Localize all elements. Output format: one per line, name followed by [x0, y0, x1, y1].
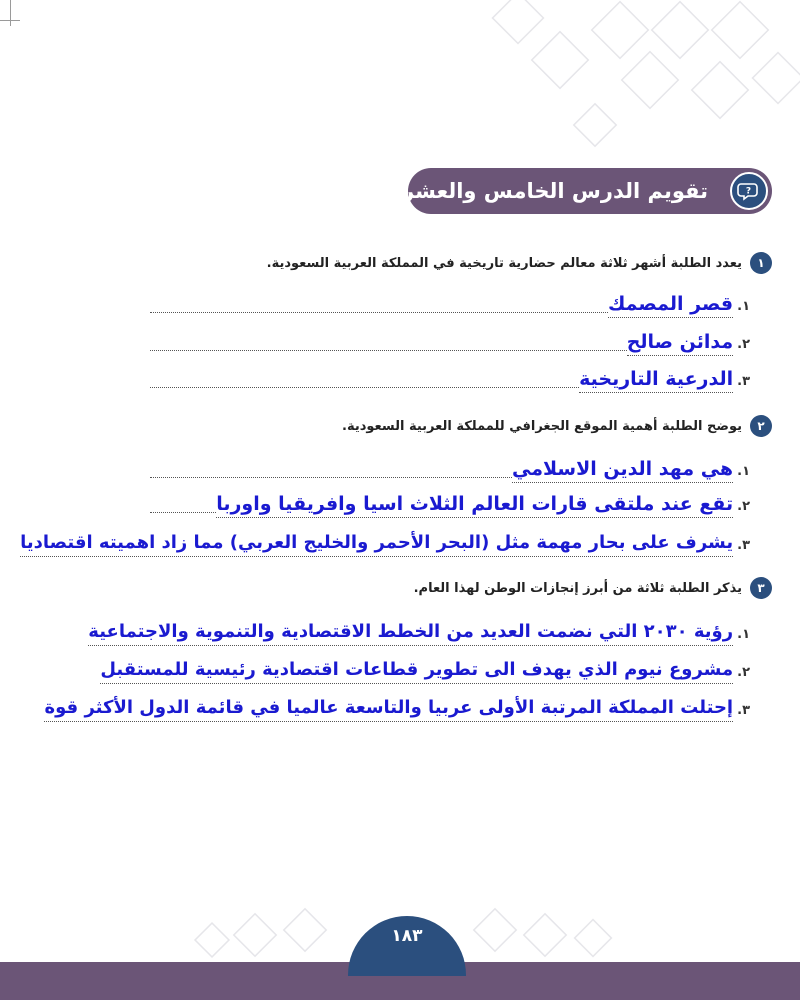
question-1-number: ١: [750, 252, 772, 274]
answer-dotted-line: [150, 349, 627, 351]
answer-dotted-line: [150, 476, 512, 478]
question-chat-icon: [730, 172, 768, 210]
answer-number: ١.: [737, 299, 750, 314]
answer-line: [150, 488, 750, 518]
page-number: ١٨٣: [391, 926, 423, 946]
answer-dotted-line: [150, 311, 608, 313]
lesson-title: تقويم الدرس الخامس والعشرين: [375, 179, 708, 203]
answer-number: ٢.: [737, 665, 750, 680]
answer-line: [20, 527, 750, 557]
question-chat-icon-glyph: [737, 179, 761, 203]
answer-dotted-line: [150, 386, 579, 388]
answer-text: مشروع نيوم الذي يهدف الى تطوير قطاعات اقتصادية رئيسية للمستقبل: [100, 658, 733, 684]
question-2-number: ٢: [750, 415, 772, 437]
answer-text: إحتلت المملكة المرتبة الأولى عربيا والتاسعة عالميا في قائمة الدول الأكثر قوة: [44, 696, 733, 722]
svg-text:?: ?: [745, 186, 752, 197]
answer-number: ١.: [737, 464, 750, 479]
answer-number: ١.: [737, 627, 750, 642]
question-3-number: ٣: [750, 577, 772, 599]
answer-line: [150, 288, 750, 318]
answer-line: [150, 363, 750, 393]
answer-number: ٣.: [737, 538, 750, 553]
answer-number: ٣.: [737, 374, 750, 389]
answer-number: ٢.: [737, 499, 750, 514]
question-1-text: يعدد الطلبة أشهر ثلاثة معالم حضارية تاريخية في المملكة العربية السعودية.: [266, 255, 742, 271]
answer-dotted-line: [150, 511, 216, 513]
question-2-text: يوضح الطلبة أهمية الموقع الجغرافي للمملكة العربية السعودية.: [342, 418, 742, 434]
answer-line: [150, 326, 750, 356]
lesson-title-banner: [375, 168, 772, 214]
answer-line: [30, 692, 750, 722]
answer-text: رؤية ٢٠٣٠ التي نضمت العديد من الخطط الاقتصادية والتنموية والاجتماعية: [88, 620, 733, 646]
answer-text: تقع عند ملتقى قارات العالم الثلاث اسيا وافريقيا واوربا: [216, 492, 733, 518]
answer-text: هي مهد الدين الاسلامي: [512, 457, 733, 483]
answer-line: [50, 654, 750, 684]
answer-text: قصر المصمك: [608, 292, 733, 318]
answer-text: مدائن صالح: [627, 330, 733, 356]
question-2: [342, 414, 772, 438]
question-3-text: يذكر الطلبة ثلاثة من أبرز إنجازات الوطن لهذا العام.: [413, 580, 742, 596]
answer-text: يشرف على بحار مهمة مثل (البحر الأحمر والخليج العربي) مما زاد اهميته اقتصاديا: [20, 531, 733, 557]
answer-number: ٣.: [737, 703, 750, 718]
answer-number: ٢.: [737, 337, 750, 352]
answer-line: [150, 453, 750, 483]
answer-line: [50, 616, 750, 646]
question-1: [267, 251, 772, 275]
question-3: [414, 576, 772, 600]
answer-text: الدرعية التاريخية: [579, 367, 733, 393]
